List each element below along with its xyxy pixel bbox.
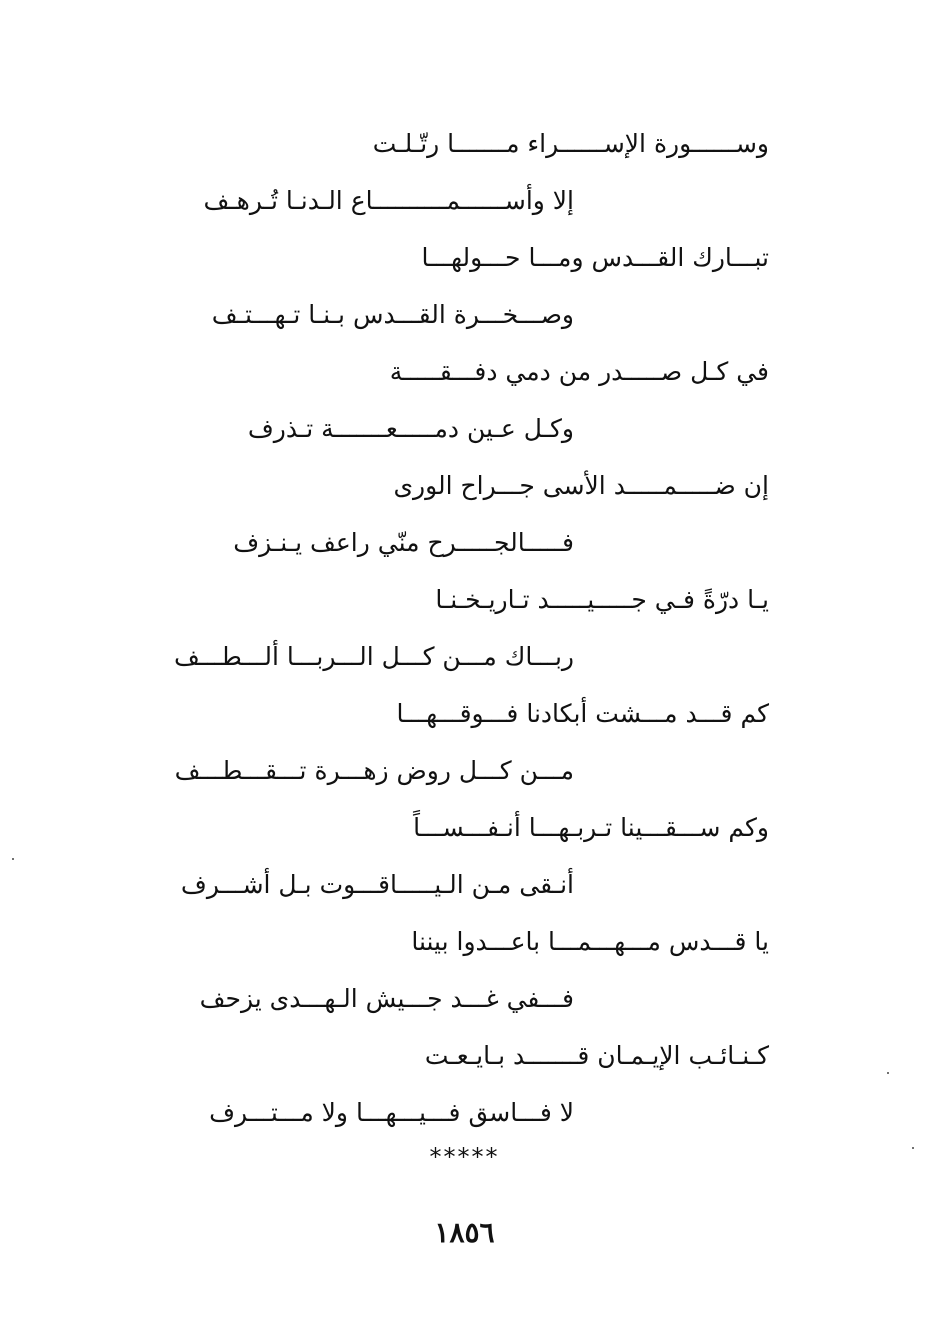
verse-line: وصـــخـــرة القـــدس بـنـا تـهـــتـف bbox=[211, 300, 574, 329]
verse-line: أنـقى مـن الـيـــــاقـــوت بـل أشـــرف bbox=[180, 870, 574, 899]
scan-speck bbox=[912, 1147, 914, 1149]
verse-line: إن ضـــــمـــــد الأسى جـــراح الورى bbox=[393, 471, 769, 500]
verse-line: وكـل عـين دمـــــعـــــــة تـذرف bbox=[247, 414, 574, 443]
verse-line: كـنـائـب الإيـمـان قـــــــد بـايـعـت bbox=[424, 1041, 769, 1070]
verse-line: وكم ســـقـــينا تـربـهـــا أنـفـــســـاً bbox=[413, 813, 769, 842]
scan-speck bbox=[12, 858, 14, 860]
verse-line: يا قـــدس مـــهـــمـــا باعـــدوا بيننا bbox=[411, 927, 769, 956]
verse-line: في كـل صـــــدر من دمي دفـــقـــــة bbox=[389, 357, 769, 386]
verse-line: فـــــالجـــــرح منّي راعف يـنـزف bbox=[233, 528, 574, 557]
verse-line: ربـــاك مـــن كـــل الـــربـــا ألـــطـــف bbox=[174, 642, 574, 671]
verse-line: وســــــورة الإســــــراء مـــــــا رتّـلـت bbox=[372, 129, 769, 158]
verse-line: مـــن كـــل روض زهـــرة تـــقـــطـــف bbox=[174, 756, 574, 785]
verse-line: كم قـــد مـــشت أبكادنا فـــوقـــهـــا bbox=[396, 699, 769, 728]
page-number: ١٨٥٦ bbox=[434, 1216, 495, 1249]
scan-speck bbox=[887, 1072, 889, 1074]
verse-line: يـا درّةً فـي جـــــيـــــد تـاريـخـنـا bbox=[435, 585, 769, 614]
verse-line: تبـــارك القـــدس ومـــا حـــولهـــا bbox=[421, 243, 769, 272]
verse-line: لا فـــاسق فـــيـــهـــا ولا مـــتـــرف bbox=[209, 1098, 574, 1127]
section-divider: ***** bbox=[429, 1143, 500, 1171]
verse-line: إلا وأســــــمــــــــــاع الـدنـا تُـرهـف bbox=[203, 186, 574, 215]
verse-line: فـــفي غـــد جـــيش الـهـــدى يزحف bbox=[199, 984, 574, 1013]
